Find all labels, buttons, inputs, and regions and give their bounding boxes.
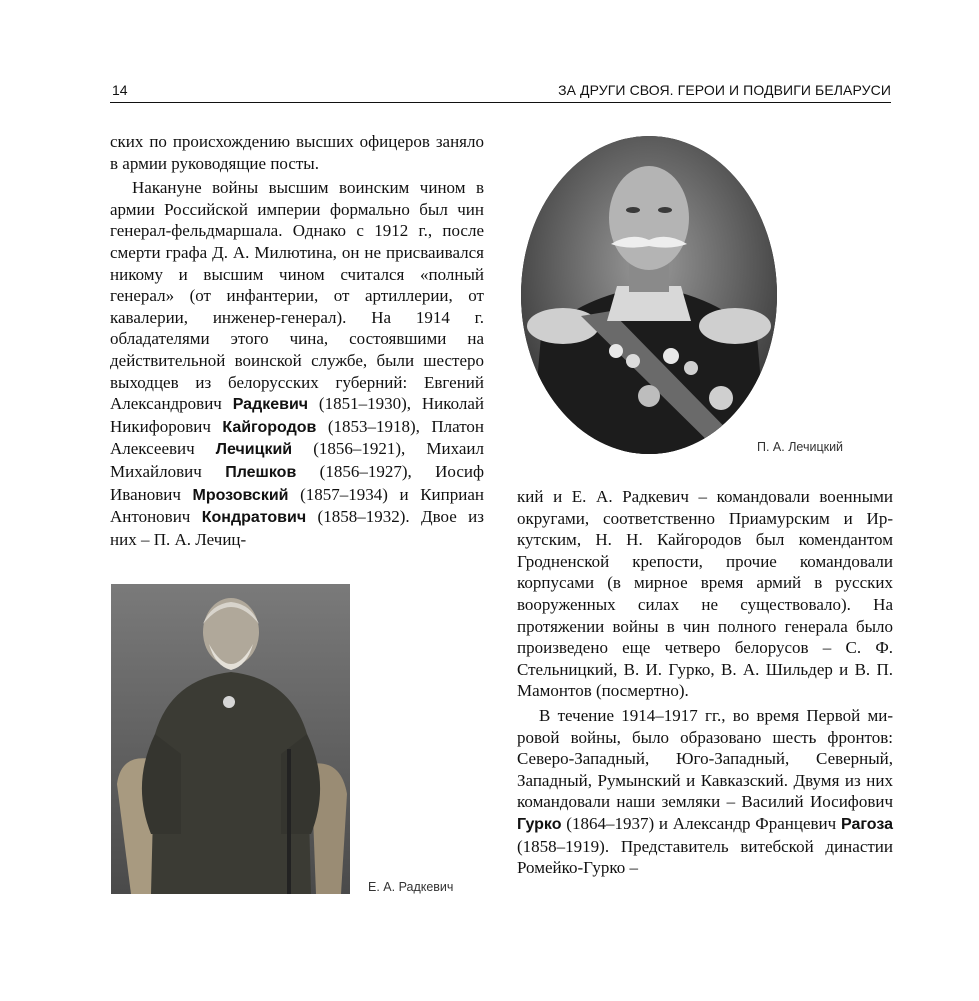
left-text-column bbox=[110, 131, 484, 550]
portrait-lechitsky-drawing bbox=[521, 136, 777, 454]
bold-name: Лечицкий bbox=[215, 441, 293, 459]
bold-name: Кондратович bbox=[201, 509, 307, 527]
bold-name: Кайгородов bbox=[222, 418, 317, 436]
portrait-caption-radkevich: Е. А. Радкевич bbox=[368, 880, 454, 894]
text-run: (1851–1930), Николай Никифорович bbox=[110, 394, 484, 436]
text-run: (1857–1934) и Киприан Антонович bbox=[110, 484, 484, 527]
header-rule bbox=[110, 102, 891, 103]
paragraph bbox=[110, 177, 484, 550]
bold-name: Радкевич bbox=[232, 396, 309, 414]
paragraph: кий и Е. А. Радкевич – командовали военными округами, соответственно Приамурским и Иркутским, Н. Н. Кайгородов был комендантом Гродненской крепости, прочие командовали корпусами (в мирное время армий в русских вооруженных силах не существовало). На протяжении войны в чин полного генерала было произведено еще четверо белорусов – С. Ф. Стельницкий, В. И. Гурко, В. А. Шильдер и В. П. Мамонтов (посмертно). bbox=[517, 487, 893, 701]
paragraph bbox=[517, 705, 893, 879]
portrait-radkevich-drawing bbox=[111, 584, 350, 894]
text-run: Накануне войны высшим воинским чином в армии Российской империи формально был чин генерал-фельдмаршала. Однако с 1912 г., после смерти графа Д. А. Милютина, он не присваивался никому и высшим чином считался «полный генерал» (от инфантерии, от артиллерии, от кавалерии, инженер-генерал). На 1914 г. обладателями этого чина, состоявшими на действительной воинской службе, были шестеро выходцев из белорусских губерний: Евгений Александрович bbox=[110, 178, 484, 414]
right-text-column bbox=[517, 486, 893, 879]
text-run: (1856–1921), Михаил Михайлович bbox=[110, 439, 484, 481]
paragraph: ских по происхождению высших офицеров заняло в армии руководящие посты. bbox=[110, 132, 484, 173]
text-run: (1853–1918), Платон Алексеевич bbox=[110, 416, 484, 459]
text-run: (1858–1919). Представитель витебской династии Ромейко-Гурко – bbox=[517, 836, 893, 878]
running-header bbox=[110, 78, 891, 102]
text-run: (1858–1932). Двое из них – П. А. Лечиц- bbox=[110, 507, 484, 549]
bold-name: Мрозовский bbox=[192, 486, 289, 504]
bold-name: Гурко bbox=[517, 815, 562, 833]
running-title: ЗА ДРУГИ СВОЯ. ГЕРОИ И ПОДВИГИ БЕЛАРУСИ bbox=[558, 82, 891, 98]
portrait-radkevich bbox=[111, 584, 350, 894]
portrait-lechitsky bbox=[521, 136, 777, 454]
bold-name: Плешков bbox=[225, 463, 297, 481]
portrait-caption-lechitsky: П. А. Лечицкий bbox=[757, 440, 844, 454]
bold-name: Рагоза bbox=[840, 815, 893, 833]
text-run: (1856–1927), Иосиф Иванович bbox=[110, 461, 484, 504]
text-run: В течение 1914–1917 гг., во время Первой мировой войны, было образовано шесть фронтов: Северо-Западный, Юго-Западный, Северный, Западный, Румынский и Кавказский. Двумя из них командовали наши земляки – Василий Иосифович bbox=[517, 705, 893, 812]
page-number: 14 bbox=[112, 82, 128, 98]
text-run: (1864–1937) и Александр Францевич bbox=[561, 813, 841, 833]
